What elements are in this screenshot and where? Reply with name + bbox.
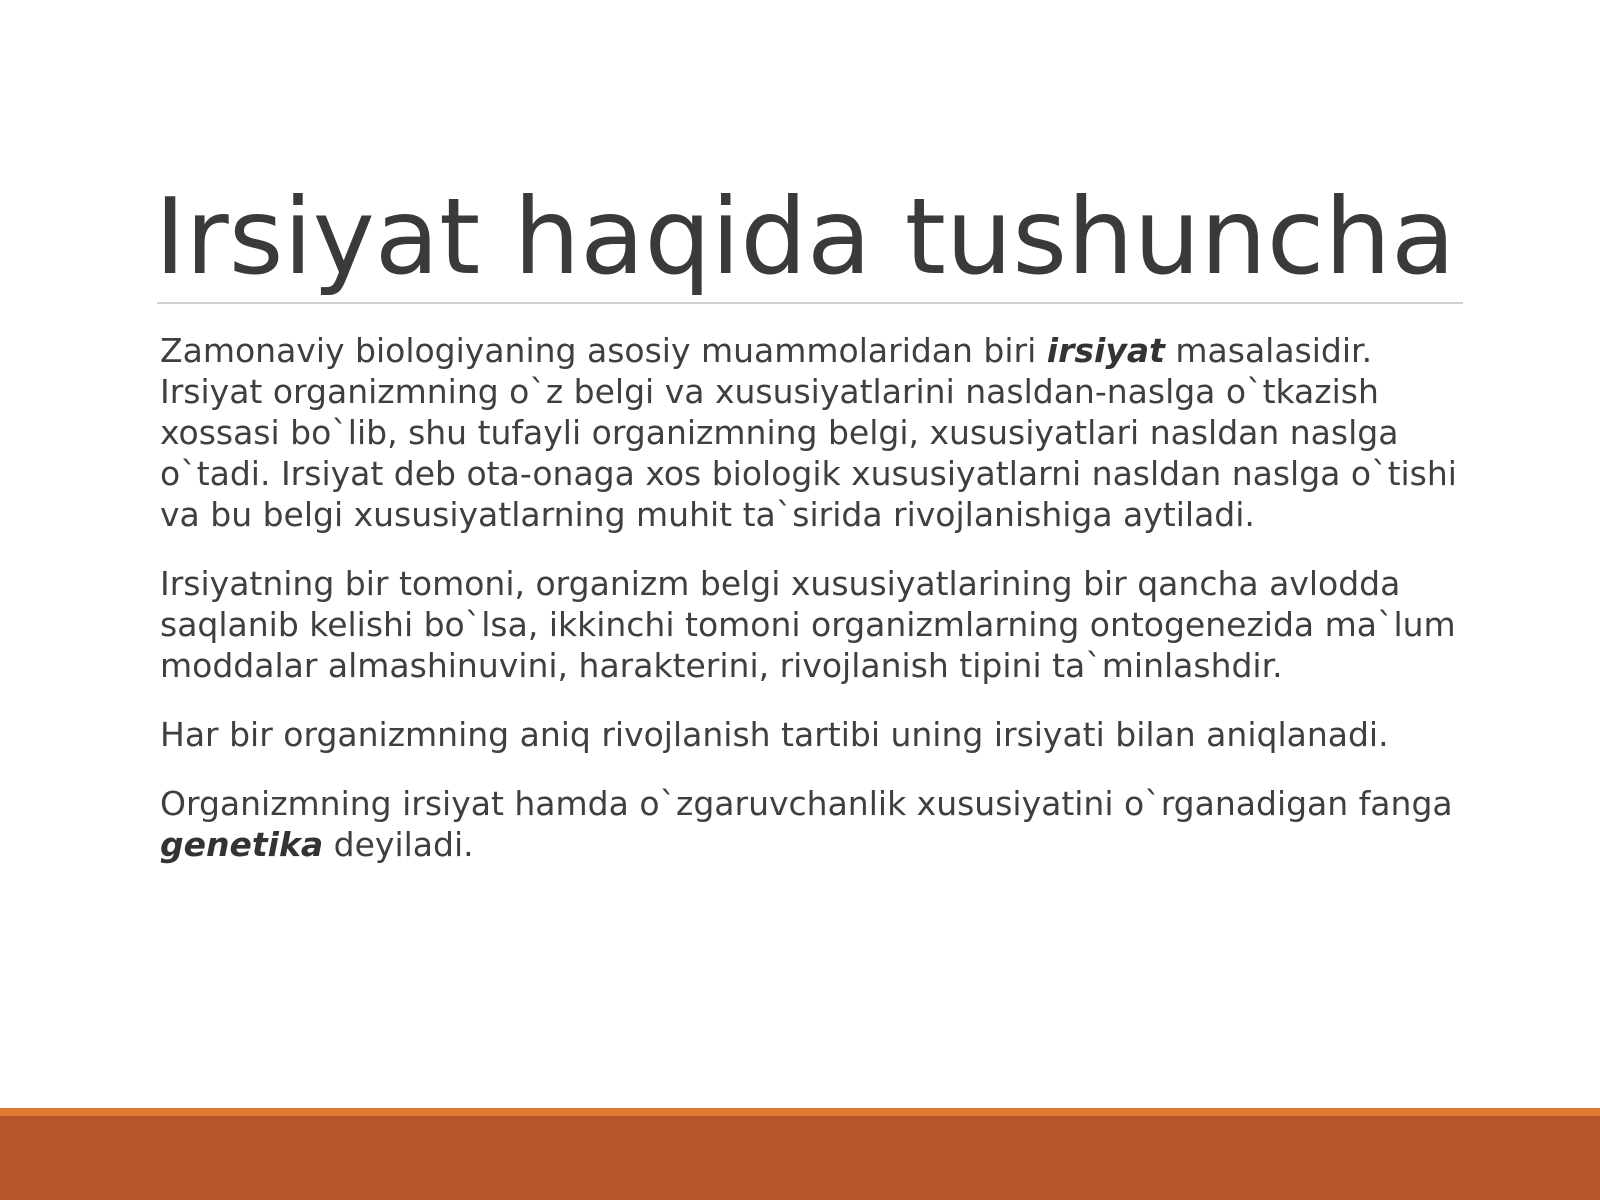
slide-title: Irsiyat haqida tushuncha [154,176,1456,298]
term-genetika: genetika [160,825,324,864]
paragraph-4-text-start: Organizmning irsiyat hamda o`zgaruvchanlik xususiyatini o`rganadigan fanga [160,784,1453,823]
footer-highlight-strip [0,1108,1600,1116]
paragraph-1-text-end: masalasidir. Irsiyat organizmning o`z belgi va xususiyatlarini nasldan-naslga o`tkazish xossasi bo`lib, shu tufayli organizmning belgi, xususiyatlari nasldan naslga o`tadi. Irsiyat deb ota-onaga xos biologik xususiyatlarni nasldan naslga o`tishi va bu belgi xususiyatlarning muhit ta`sirida rivojlanishiga aytiladi. [160,331,1457,534]
paragraph-1-text-start: Zamonaviy biologiyaning asosiy muammolaridan biri [160,331,1047,370]
term-irsiyat: irsiyat [1046,331,1165,370]
footer-bar [0,1108,1600,1200]
paragraph-2: Irsiyatning bir tomoni, organizm belgi xususiyatlarining bir qancha avlodda saqlanib kelishi bo`lsa, ikkinchi tomoni organizmlarning ontogenezida ma`lum moddalar almashinuvini, harakterini, rivojlanish tipini ta`minlashdir. [160,564,1456,685]
paragraph-4 [160,783,1460,865]
paragraph-4-text-end: deyiladi. [323,825,474,864]
title-divider [157,302,1463,304]
paragraph-1 [160,330,1460,535]
paragraph-3: Har bir organizmning aniq rivojlanish tartibi uning irsiyati bilan aniqlanadi. [160,715,1389,754]
slide-body [160,330,1460,893]
